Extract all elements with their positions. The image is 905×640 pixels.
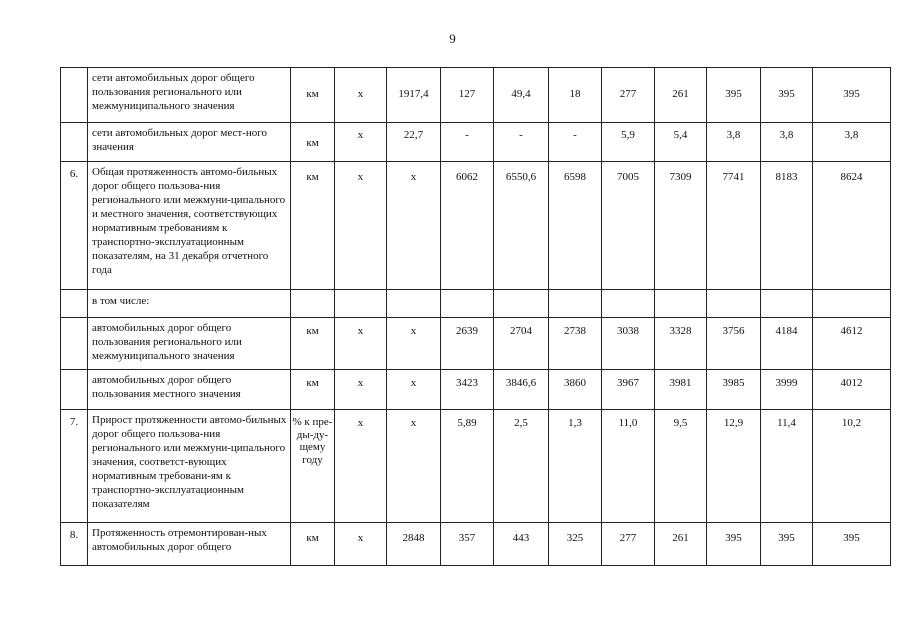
row-number: 6. <box>61 162 88 290</box>
row-description: в том числе: <box>88 290 291 318</box>
row-value: 395 <box>707 523 761 566</box>
row-value: 7309 <box>655 162 707 290</box>
row-description: Прирост протяженности автомо-бильных дорог общего пользова-ния регионального или межмуни-ципального значения, соответст-вующих нормативным требовани-ям к транспортно-эксплуатационным показателям <box>88 410 291 523</box>
row-value: 325 <box>549 523 602 566</box>
row-value: 3038 <box>602 318 655 370</box>
row-number <box>61 370 88 410</box>
row-value: 12,9 <box>707 410 761 523</box>
table-row <box>61 68 891 123</box>
row-number: 8. <box>61 523 88 566</box>
row-value <box>441 290 494 318</box>
row-value: 3328 <box>655 318 707 370</box>
row-value: 5,4 <box>655 123 707 162</box>
row-description: Общая протяженность автомо-бильных дорог общего пользова-ния регионального или межмуни-ципального и местного значения, соответствующих нормативным требованиям к транспортно-эксплуатационным показателям, на 31 декабря отчетного года <box>88 162 291 290</box>
row-value: х <box>335 123 387 162</box>
row-value <box>549 290 602 318</box>
row-value: 261 <box>655 523 707 566</box>
table-row <box>61 290 891 318</box>
row-value: 5,9 <box>602 123 655 162</box>
row-value: 22,7 <box>387 123 441 162</box>
row-value <box>602 290 655 318</box>
row-value <box>761 290 813 318</box>
table-row <box>61 318 891 370</box>
row-value: х <box>387 410 441 523</box>
row-value: 443 <box>494 523 549 566</box>
row-value: 6550,6 <box>494 162 549 290</box>
row-description: сети автомобильных дорог общего пользования регионального или межмуниципального значения <box>88 68 291 123</box>
table-row <box>61 162 891 290</box>
row-value: 3846,6 <box>494 370 549 410</box>
indicator-table <box>60 67 891 566</box>
row-value: 2704 <box>494 318 549 370</box>
row-value: х <box>335 410 387 523</box>
row-value: 127 <box>441 68 494 123</box>
row-value <box>494 290 549 318</box>
row-value: 395 <box>813 68 891 123</box>
row-value: х <box>387 162 441 290</box>
row-value: х <box>335 523 387 566</box>
row-value: - <box>549 123 602 162</box>
row-value: 395 <box>707 68 761 123</box>
row-value: 11,0 <box>602 410 655 523</box>
table-row <box>61 370 891 410</box>
row-description: Протяженность отремонтирован-ных автомобильных дорог общего <box>88 523 291 566</box>
row-value: 1917,4 <box>387 68 441 123</box>
row-value: 7005 <box>602 162 655 290</box>
row-value <box>813 290 891 318</box>
row-value: 3985 <box>707 370 761 410</box>
row-value <box>335 290 387 318</box>
row-value: 4012 <box>813 370 891 410</box>
row-value: 395 <box>761 523 813 566</box>
row-unit: % к пре-ды-ду-щему году <box>291 410 335 523</box>
row-value: 395 <box>813 523 891 566</box>
row-value: 2848 <box>387 523 441 566</box>
row-value <box>387 290 441 318</box>
row-value: 261 <box>655 68 707 123</box>
row-value: 6598 <box>549 162 602 290</box>
row-value: 8624 <box>813 162 891 290</box>
row-value: 3756 <box>707 318 761 370</box>
row-number <box>61 318 88 370</box>
row-value: 6062 <box>441 162 494 290</box>
row-value: 49,4 <box>494 68 549 123</box>
row-value: 7741 <box>707 162 761 290</box>
table-row <box>61 410 891 523</box>
row-value: х <box>387 370 441 410</box>
row-value: 3,8 <box>813 123 891 162</box>
row-unit: км <box>291 123 335 162</box>
table-row <box>61 123 891 162</box>
row-value: х <box>387 318 441 370</box>
row-value: 3860 <box>549 370 602 410</box>
row-unit: км <box>291 318 335 370</box>
row-value: 357 <box>441 523 494 566</box>
row-value: 2,5 <box>494 410 549 523</box>
row-value: 4612 <box>813 318 891 370</box>
row-value: 3967 <box>602 370 655 410</box>
row-value: 3,8 <box>761 123 813 162</box>
row-description: сети автомобильных дорог мест-ного значения <box>88 123 291 162</box>
row-value <box>707 290 761 318</box>
row-number <box>61 290 88 318</box>
row-value: х <box>335 68 387 123</box>
row-value: 18 <box>549 68 602 123</box>
row-unit: км <box>291 523 335 566</box>
row-value: 3999 <box>761 370 813 410</box>
row-value: 1,3 <box>549 410 602 523</box>
row-description: автомобильных дорог общего пользования регионального или межмуниципального значения <box>88 318 291 370</box>
row-value: 5,89 <box>441 410 494 523</box>
row-number <box>61 123 88 162</box>
table-row <box>61 523 891 566</box>
row-value: 8183 <box>761 162 813 290</box>
row-value: 9,5 <box>655 410 707 523</box>
row-unit: км <box>291 162 335 290</box>
row-value: х <box>335 162 387 290</box>
row-value: - <box>494 123 549 162</box>
row-description: автомобильных дорог общего пользования местного значения <box>88 370 291 410</box>
row-value <box>655 290 707 318</box>
row-unit: км <box>291 370 335 410</box>
page-number: 9 <box>449 31 456 46</box>
row-value: 3,8 <box>707 123 761 162</box>
row-value: 2738 <box>549 318 602 370</box>
row-unit: км <box>291 68 335 123</box>
row-value: 395 <box>761 68 813 123</box>
row-value: 2639 <box>441 318 494 370</box>
row-value: 3423 <box>441 370 494 410</box>
row-value: 277 <box>602 523 655 566</box>
row-value: х <box>335 318 387 370</box>
row-number <box>61 68 88 123</box>
row-unit <box>291 290 335 318</box>
row-value: х <box>335 370 387 410</box>
row-value: 3981 <box>655 370 707 410</box>
row-value: 4184 <box>761 318 813 370</box>
row-value: 10,2 <box>813 410 891 523</box>
row-value: 277 <box>602 68 655 123</box>
row-value: 11,4 <box>761 410 813 523</box>
row-value: - <box>441 123 494 162</box>
row-number: 7. <box>61 410 88 523</box>
